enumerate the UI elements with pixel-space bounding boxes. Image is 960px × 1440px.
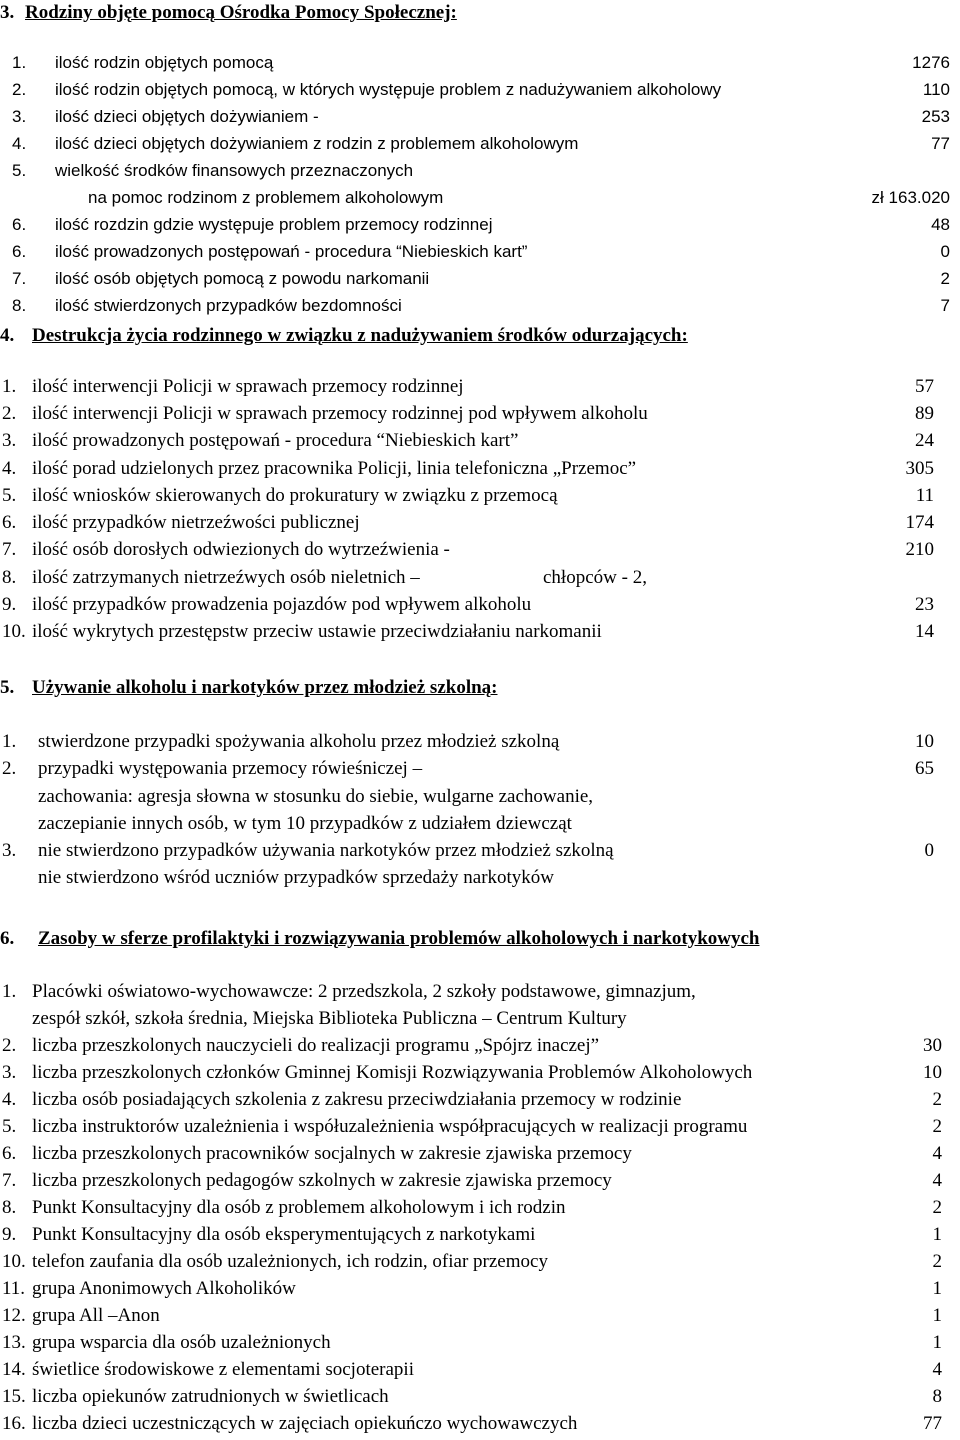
section-number: 6. — [0, 928, 15, 949]
item-text: ilość rodzin objętych pomocą, w których występuje problem z nadużywaniem alkoholowy — [55, 80, 722, 99]
item-value: 210 — [905, 539, 934, 560]
item-value: 1 — [932, 1305, 942, 1326]
list-item — [0, 456, 960, 482]
list-item — [0, 158, 960, 184]
item-text: liczba przeszkolonych członków Gminnej Komisji Rozwiązywania Problemów Alkoholowych — [32, 1062, 753, 1083]
item-text: ilość zatrzymanych nietrzeźwych osób nieletnich – — [32, 567, 420, 588]
list-item — [0, 77, 960, 103]
item-number: 3. — [2, 430, 17, 451]
item-number: 9. — [2, 1224, 17, 1245]
item-text: ilość rodzin objętych pomocą — [55, 53, 274, 72]
item-number: 6. — [12, 215, 27, 234]
item-text: ilość osób dorosłych odwiezionych do wytrzeźwienia - — [32, 539, 450, 560]
item-number: 6. — [12, 242, 27, 261]
item-number: 4. — [12, 134, 27, 153]
item-number: 7. — [2, 539, 17, 560]
list-item — [0, 619, 960, 645]
list-item-continuation — [0, 811, 960, 837]
item-text: zespół szkół, szkoła średnia, Miejska Biblioteka Publiczna – Centrum Kultury — [32, 1008, 627, 1029]
item-text: przypadki występowania przemocy rówieśniczej – — [38, 758, 423, 779]
item-text: liczba instruktorów uzależnienia i współuzależnienia współpracujących w realizacji programu — [32, 1116, 748, 1137]
section-title: Rodziny objęte pomocą Ośrodka Pomocy Społecznej: — [25, 2, 457, 23]
item-text: liczba przeszkolonych nauczycieli do realizacji programu „Spójrz inaczej” — [32, 1035, 600, 1056]
list-item — [0, 266, 960, 292]
item-text: na pomoc rodzinom z problemem alkoholowym — [88, 188, 444, 207]
item-number: 10. — [2, 621, 26, 642]
item-text: ilość interwencji Policji w sprawach przemocy rodzinnej pod wpływem alkoholu — [32, 403, 648, 424]
section-5-heading — [0, 675, 960, 701]
section-4-heading — [0, 323, 960, 349]
item-text: Punkt Konsultacyjny dla osób eksperymentujących z narkotykami — [32, 1224, 536, 1245]
item-value: 24 — [915, 430, 934, 451]
list-item — [0, 510, 960, 536]
item-number: 1. — [12, 53, 27, 72]
item-value: 0 — [940, 242, 950, 261]
section-3-heading — [0, 0, 960, 26]
list-item — [0, 537, 960, 563]
list-item — [0, 592, 960, 618]
list-item — [0, 1411, 960, 1437]
list-item — [0, 374, 960, 400]
list-item — [0, 729, 960, 755]
item-value: 23 — [915, 594, 934, 615]
item-number: 10. — [2, 1251, 26, 1272]
item-number: 7. — [2, 1170, 17, 1191]
item-number: 8. — [12, 296, 27, 315]
list-item — [0, 131, 960, 157]
item-value: 89 — [915, 403, 934, 424]
list-item — [0, 1384, 960, 1410]
item-number: 4. — [2, 1089, 17, 1110]
list-item-continuation — [0, 865, 960, 891]
list-item — [0, 1168, 960, 1194]
list-item — [0, 1087, 960, 1113]
item-number: 4. — [2, 458, 17, 479]
item-text: ilość wykrytych przestępstw przeciw ustawie przeciwdziałaniu narkomanii — [32, 621, 602, 642]
list-item — [0, 50, 960, 76]
item-text: świetlice środowiskowe z elementami socjoterapii — [32, 1359, 414, 1380]
item-value: 4 — [932, 1359, 942, 1380]
list-item — [0, 838, 960, 864]
item-text: zaczepianie innych osób, w tym 10 przypadków z udziałem dziewcząt — [38, 813, 572, 834]
item-value: 1 — [932, 1278, 942, 1299]
item-text: ilość rozdzin gdzie występuje problem przemocy rodzinnej — [55, 215, 493, 234]
list-item — [0, 1303, 960, 1329]
item-number: 8. — [2, 1197, 17, 1218]
item-text: nie stwierdzono wśród uczniów przypadków sprzedaży narkotyków — [38, 867, 555, 888]
item-value: 1 — [932, 1332, 942, 1353]
item-text: ilość prowadzonych postępowań - procedura “Niebieskich kart” — [55, 242, 528, 261]
list-item — [0, 1195, 960, 1221]
item-text: liczba przeszkolonych pedagogów szkolnych w zakresie zjawiska przemocy — [32, 1170, 612, 1191]
item-value: 253 — [921, 107, 950, 126]
list-item — [0, 1114, 960, 1140]
item-text: ilość prowadzonych postępowań - procedura “Niebieskich kart” — [32, 430, 519, 451]
item-value: 10 — [923, 1062, 942, 1083]
item-text: wielkość środków finansowych przeznaczonych — [55, 161, 414, 180]
item-value: 2 — [932, 1089, 942, 1110]
item-text: ilość wniosków skierowanych do prokuratury w związku z przemocą — [32, 485, 558, 506]
item-text: liczba osób posiadających szkolenia z zakresu przeciwdziałania przemocy w rodzinie — [32, 1089, 682, 1110]
item-text: liczba przeszkolonych pracowników socjalnych w zakresie zjawiska przemocy — [32, 1143, 632, 1164]
list-item — [0, 1060, 960, 1086]
list-item — [0, 293, 960, 319]
item-text: ilość interwencji Policji w sprawach przemocy rodzinnej — [32, 376, 464, 397]
section-number: 4. — [0, 325, 15, 346]
list-item — [0, 483, 960, 509]
section-title: Zasoby w sferze profilaktyki i rozwiązywania problemów alkoholowych i narkotykowych — [38, 928, 760, 949]
item-number: 13. — [2, 1332, 26, 1353]
item-text: ilość dzieci objętych dożywianiem z rodzin z problemem alkoholowym — [55, 134, 579, 153]
item-number: 6. — [2, 512, 17, 533]
item-value: 77 — [923, 1413, 942, 1434]
list-item — [0, 1249, 960, 1275]
item-number: 3. — [2, 1062, 17, 1083]
item-value: 110 — [922, 80, 950, 99]
item-number: 2. — [2, 758, 17, 779]
item-text: liczba dzieci uczestniczących w zajęciach opiekuńczo wychowawczych — [32, 1413, 578, 1434]
item-number: 9. — [2, 594, 17, 615]
list-item-continuation — [0, 1006, 960, 1032]
item-text: Placówki oświatowo-wychowawcze: 2 przedszkola, 2 szkoły podstawowe, gimnazjum, — [32, 981, 696, 1002]
list-item — [0, 1141, 960, 1167]
section-number: 5. — [0, 677, 15, 698]
list-item — [0, 979, 960, 1005]
item-number: 1. — [2, 376, 17, 397]
item-value: 11 — [915, 485, 934, 506]
item-value: 48 — [931, 215, 950, 234]
item-number: 2. — [2, 1035, 17, 1056]
item-value: 77 — [931, 134, 950, 153]
item-text: ilość porad udzielonych przez pracownika Policji, linia telefoniczna „Przemoc” — [32, 458, 637, 479]
item-number: 12. — [2, 1305, 26, 1326]
item-text: grupa All –Anon — [32, 1305, 160, 1326]
list-item — [0, 1276, 960, 1302]
item-number: 2. — [12, 80, 27, 99]
item-number: 5. — [2, 485, 17, 506]
item-text: nie stwierdzono przypadków używania narkotyków przez młodzież szkolną — [38, 840, 614, 861]
item-value: 30 — [923, 1035, 942, 1056]
item-text: stwierdzone przypadki spożywania alkoholu przez młodzież szkolną — [38, 731, 560, 752]
item-text: ilość przypadków prowadzenia pojazdów pod wpływem alkoholu — [32, 594, 532, 615]
item-value: 1 — [932, 1224, 942, 1245]
list-item — [0, 756, 960, 782]
list-item — [0, 239, 960, 265]
item-number: 3. — [12, 107, 27, 126]
item-value: 10 — [915, 731, 934, 752]
item-number: 11. — [2, 1278, 26, 1299]
item-number: 5. — [2, 1116, 17, 1137]
item-text: ilość osób objętych pomocą z powodu narkomanii — [55, 269, 430, 288]
item-text: ilość stwierdzonych przypadków bezdomności — [55, 296, 402, 315]
item-number: 1. — [2, 731, 17, 752]
section-title: Używanie alkoholu i narkotyków przez młodzież szkolną: — [32, 677, 498, 698]
item-value: 0 — [924, 840, 934, 861]
list-item — [0, 401, 960, 427]
section-6-heading — [0, 926, 960, 952]
item-value: 2 — [932, 1197, 942, 1218]
item-value: 2 — [940, 269, 950, 288]
list-item — [0, 1222, 960, 1248]
item-number: 16. — [2, 1413, 26, 1434]
list-item — [0, 565, 960, 591]
item-extra: chłopców - 2, — [543, 567, 647, 588]
item-text: ilość dzieci objętych dożywianiem - — [55, 107, 319, 126]
item-text: telefon zaufania dla osób uzależnionych, ich rodzin, ofiar przemocy — [32, 1251, 548, 1272]
item-value: 4 — [932, 1143, 942, 1164]
item-value: 7 — [940, 296, 950, 315]
list-item — [0, 1357, 960, 1383]
section-number: 3. — [0, 2, 15, 23]
item-value: 65 — [915, 758, 934, 779]
section-title: Destrukcja życia rodzinnego w związku z nadużywaniem środków odurzających: — [32, 325, 688, 346]
list-item — [0, 212, 960, 238]
item-number: 14. — [2, 1359, 26, 1380]
item-number: 8. — [2, 567, 17, 588]
item-text: Punkt Konsultacyjny dla osób z problemem alkoholowym i ich rodzin — [32, 1197, 566, 1218]
item-value: zł 163.020 — [871, 188, 950, 207]
item-number: 1. — [2, 981, 17, 1002]
item-value: 2 — [932, 1251, 942, 1272]
item-text: liczba opiekunów zatrudnionych w świetlicach — [32, 1386, 389, 1407]
item-number: 15. — [2, 1386, 26, 1407]
item-number: 2. — [2, 403, 17, 424]
list-item — [0, 104, 960, 130]
item-text: grupa wsparcia dla osób uzależnionych — [32, 1332, 331, 1353]
item-value: 2 — [932, 1116, 942, 1137]
item-value: 174 — [905, 512, 934, 533]
list-item — [0, 1033, 960, 1059]
item-value: 14 — [915, 621, 934, 642]
item-value: 57 — [915, 376, 934, 397]
item-number: 3. — [2, 840, 17, 861]
item-value: 1276 — [912, 53, 950, 72]
item-value: 4 — [932, 1170, 942, 1191]
item-text: zachowania: agresja słowna w stosunku do siebie, wulgarne zachowanie, — [38, 786, 594, 807]
list-item-continuation — [0, 784, 960, 810]
list-item — [0, 428, 960, 454]
item-text: ilość przypadków nietrzeźwości publicznej — [32, 512, 360, 533]
item-value: 8 — [932, 1386, 942, 1407]
item-number: 7. — [12, 269, 27, 288]
item-number: 5. — [12, 161, 27, 180]
item-number: 6. — [2, 1143, 17, 1164]
item-value: 305 — [905, 458, 934, 479]
list-item — [0, 1330, 960, 1356]
list-item-continuation — [0, 185, 960, 211]
item-text: grupa Anonimowych Alkoholików — [32, 1278, 296, 1299]
